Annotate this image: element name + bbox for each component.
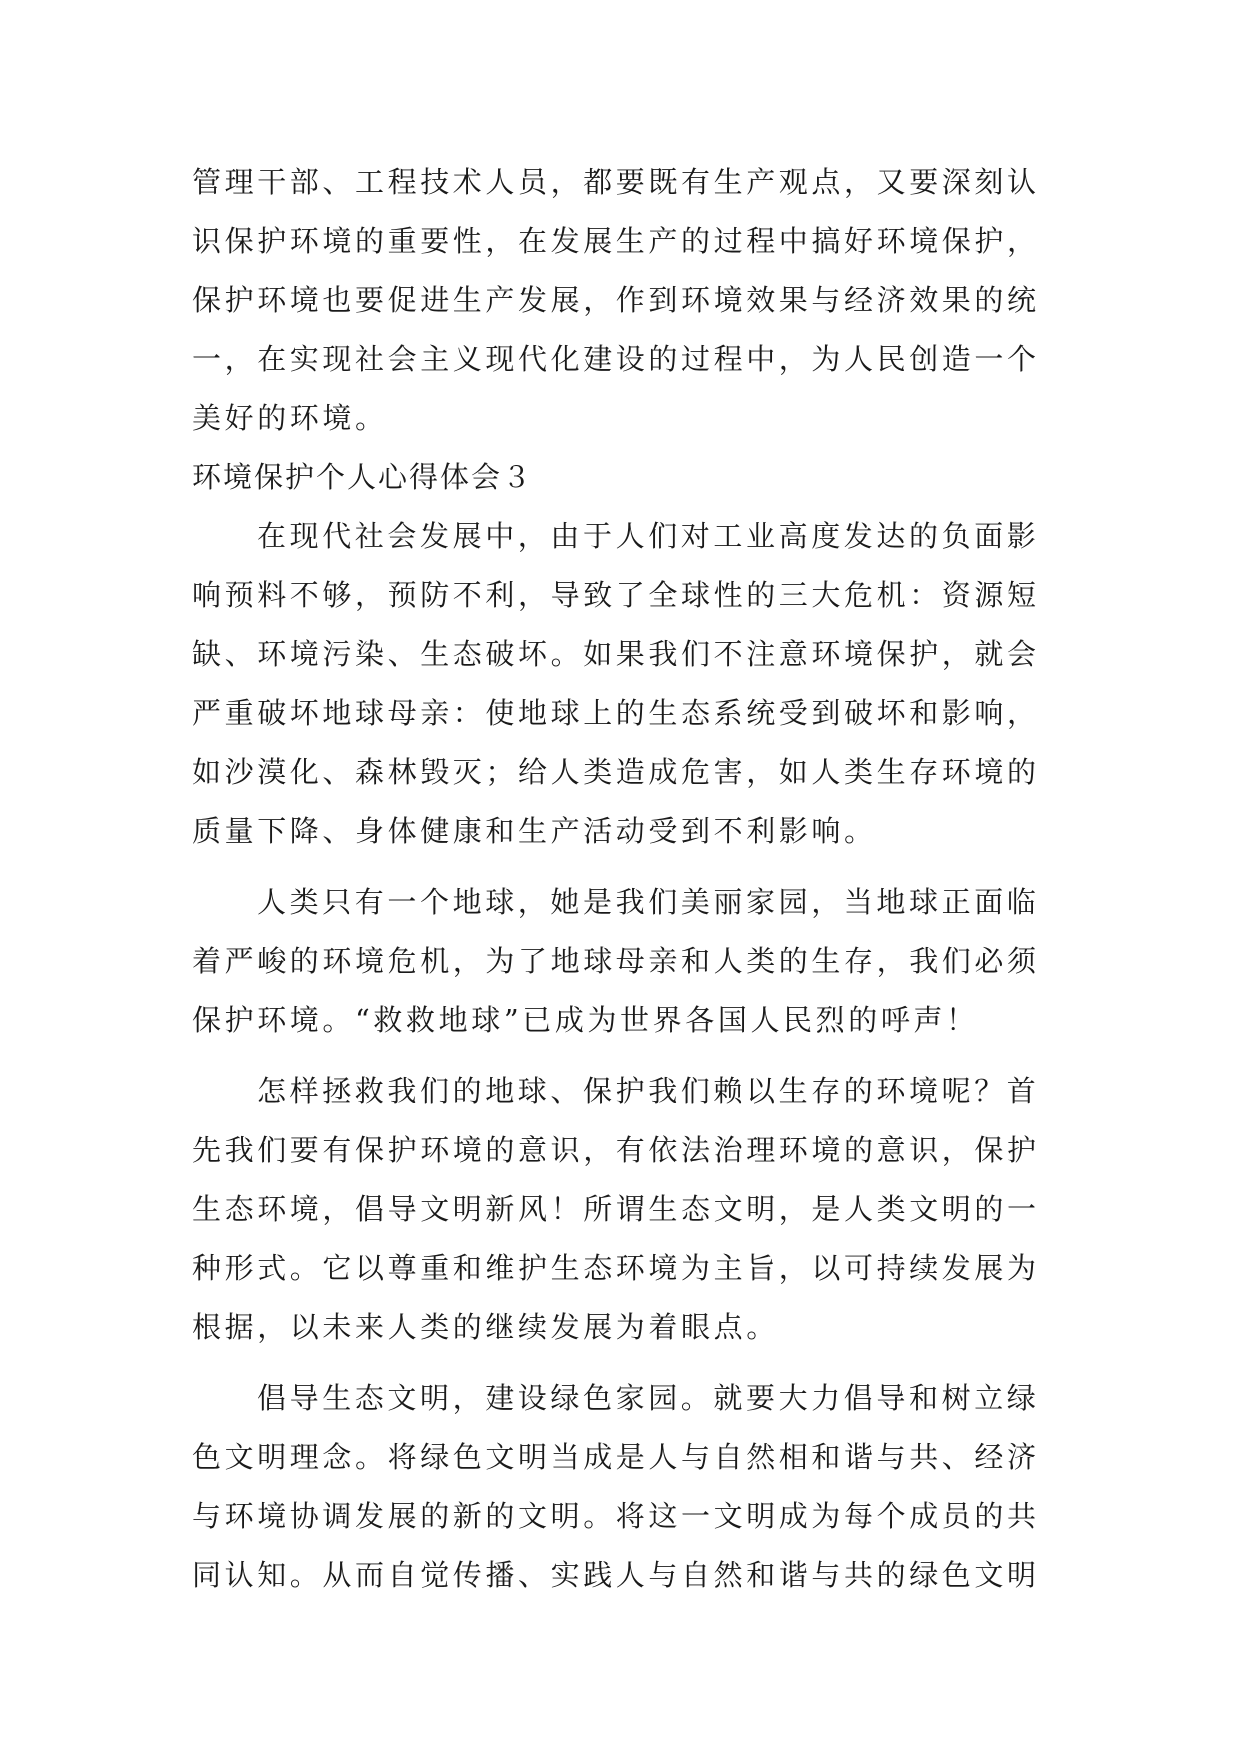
text-line: 着严峻的环境危机，为了地球母亲和人类的生存，我们必须 bbox=[192, 944, 1040, 978]
text-line: 响预料不够，预防不利，导致了全球性的三大危机：资源短 bbox=[192, 578, 1040, 612]
text-line: 如沙漠化、森林毁灭；给人类造成危害，如人类生存环境的 bbox=[192, 755, 1040, 789]
section-heading: 环境保护个人心得体会３ bbox=[192, 460, 534, 494]
text-line: 同认知。从而自觉传播、实践人与自然和谐与共的绿色文明 bbox=[192, 1558, 1040, 1592]
text-line: 生态环境，倡导文明新风！所谓生态文明，是人类文明的一 bbox=[192, 1192, 1040, 1226]
text-line: 严重破坏地球母亲：使地球上的生态系统受到破坏和影响， bbox=[192, 696, 1040, 730]
text-line: 一，在实现社会主义现代化建设的过程中，为人民创造一个 bbox=[192, 342, 1040, 376]
text-line: 缺、环境污染、生态破坏。如果我们不注意环境保护，就会 bbox=[192, 637, 1040, 671]
paragraph-first-line: 在现代社会发展中，由于人们对工业高度发达的负面影 bbox=[257, 519, 1040, 553]
text-line: 管理干部、工程技术人员，都要既有生产观点，又要深刻认 bbox=[192, 165, 1040, 199]
text-line: 识保护环境的重要性，在发展生产的过程中搞好环境保护， bbox=[192, 224, 1040, 258]
text-line: 先我们要有保护环境的意识，有依法治理环境的意识，保护 bbox=[192, 1133, 1040, 1167]
text-line: 美好的环境。 bbox=[192, 401, 388, 435]
text-line: 色文明理念。将绿色文明当成是人与自然相和谐与共、经济 bbox=[192, 1440, 1040, 1474]
text-line: 保护环境。“救救地球”已成为世界各国人民烈的呼声！ bbox=[192, 1003, 979, 1037]
text-line: 种形式。它以尊重和维护生态环境为主旨，以可持续发展为 bbox=[192, 1251, 1040, 1285]
text-line: 保护环境也要促进生产发展，作到环境效果与经济效果的统 bbox=[192, 283, 1040, 317]
paragraph-first-line: 怎样拯救我们的地球、保护我们赖以生存的环境呢？首 bbox=[257, 1074, 1040, 1108]
paragraph-first-line: 倡导生态文明，建设绿色家园。就要大力倡导和树立绿 bbox=[257, 1381, 1040, 1415]
text-line: 与环境协调发展的新的文明。将这一文明成为每个成员的共 bbox=[192, 1499, 1040, 1533]
text-line: 质量下降、身体健康和生产活动受到不利影响。 bbox=[192, 814, 877, 848]
text-line: 根据，以未来人类的继续发展为着眼点。 bbox=[192, 1310, 779, 1344]
paragraph-first-line: 人类只有一个地球，她是我们美丽家园，当地球正面临 bbox=[257, 885, 1040, 919]
document-body bbox=[192, 153, 1072, 1605]
